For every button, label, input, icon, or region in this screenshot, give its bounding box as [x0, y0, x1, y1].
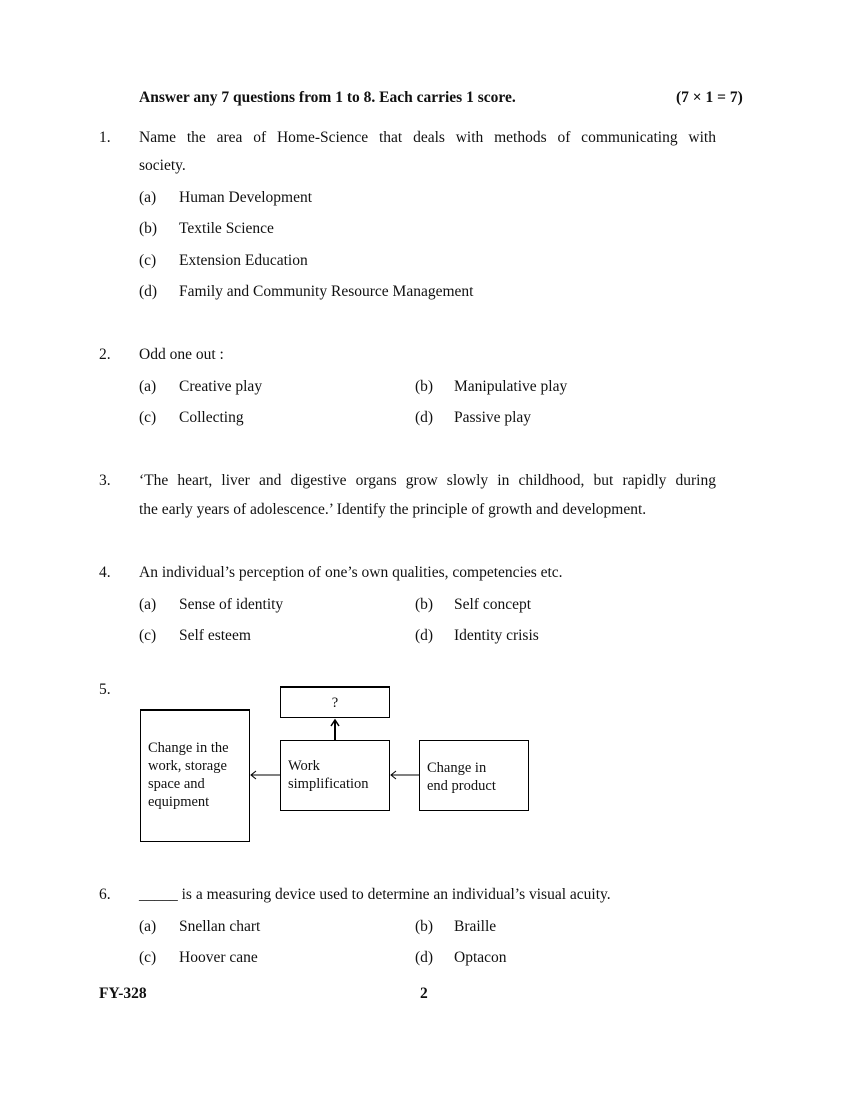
question-number: 3. [99, 472, 111, 489]
question-number: 6. [99, 886, 111, 903]
question-text: An individual’s perception of one’s own qualities, competencies etc. [139, 564, 563, 581]
option-a: Snellan chart [179, 918, 261, 935]
option-a: Sense of identity [179, 596, 284, 613]
box-line: work, storage [148, 758, 227, 774]
option-d: Optacon [454, 949, 507, 966]
option-label-d: (d) [415, 949, 434, 966]
paper-code: FY-328 [99, 985, 147, 1002]
question-number: 2. [99, 346, 111, 363]
option-label-d: (d) [139, 283, 158, 300]
box-line: space and [148, 776, 205, 792]
option-label-d: (d) [415, 627, 434, 644]
option-label-a: (a) [139, 596, 157, 613]
option-b: Manipulative play [454, 378, 568, 395]
option-label-c: (c) [139, 949, 157, 966]
option-label-d: (d) [415, 409, 434, 426]
question-text [139, 886, 611, 904]
option-label-c: (c) [139, 409, 157, 426]
option-label-a: (a) [139, 918, 157, 935]
question-text: ‘The heart, liver and digestive organs grow slowly in childhood, but rapidly during [139, 472, 716, 489]
option-label-b: (b) [415, 918, 434, 935]
question-text-continued: the early years of adolescence.’ Identify the principle of growth and development. [139, 501, 647, 518]
arrow-up-icon [331, 720, 339, 740]
box-line: Work [288, 758, 320, 774]
box-line: Change in [427, 760, 487, 776]
option-b: Braille [454, 918, 497, 935]
option-b: Self concept [454, 596, 532, 613]
arrow-left-icon [251, 771, 280, 779]
option-label-c: (c) [139, 627, 157, 644]
box-line: simplification [288, 776, 369, 792]
option-d: Passive play [454, 409, 532, 426]
option-label-c: (c) [139, 252, 157, 269]
arrow-left-icon [391, 771, 419, 779]
option-label-b: (b) [139, 220, 158, 237]
option-label-a: (a) [139, 378, 157, 395]
option-a: Human Development [179, 189, 313, 206]
question-text: Name the area of Home-Science that deals with methods of communicating with [139, 129, 716, 146]
option-b: Textile Science [179, 220, 274, 237]
option-label-a: (a) [139, 189, 157, 206]
option-a: Creative play [179, 378, 263, 395]
question-number: 1. [99, 129, 111, 146]
question-text-body: is a measuring device used to determine an individual’s visual acuity. [177, 886, 611, 903]
instructions-text: Answer any 7 questions from 1 to 8. Each carries 1 score. [139, 89, 516, 106]
option-d: Family and Community Resource Management [179, 283, 474, 300]
fill-in-blank: _____ [139, 886, 178, 903]
page-number: 2 [420, 985, 428, 1002]
question-text-continued: society. [139, 157, 186, 174]
option-c: Extension Education [179, 252, 308, 269]
option-d: Identity crisis [454, 627, 539, 644]
box-line: Change in the [148, 740, 229, 756]
option-label-b: (b) [415, 596, 434, 613]
option-c: Self esteem [179, 627, 251, 644]
option-label-b: (b) [415, 378, 434, 395]
option-c: Hoover cane [179, 949, 258, 966]
question-number: 4. [99, 564, 111, 581]
box-line: end product [427, 778, 496, 794]
option-c: Collecting [179, 409, 244, 426]
question-text: Odd one out : [139, 346, 224, 363]
box-line: equipment [148, 794, 210, 810]
unknown-label: ? [331, 695, 339, 711]
marks-allocation: (7 × 1 = 7) [676, 89, 743, 106]
question-number: 5. [99, 681, 111, 698]
